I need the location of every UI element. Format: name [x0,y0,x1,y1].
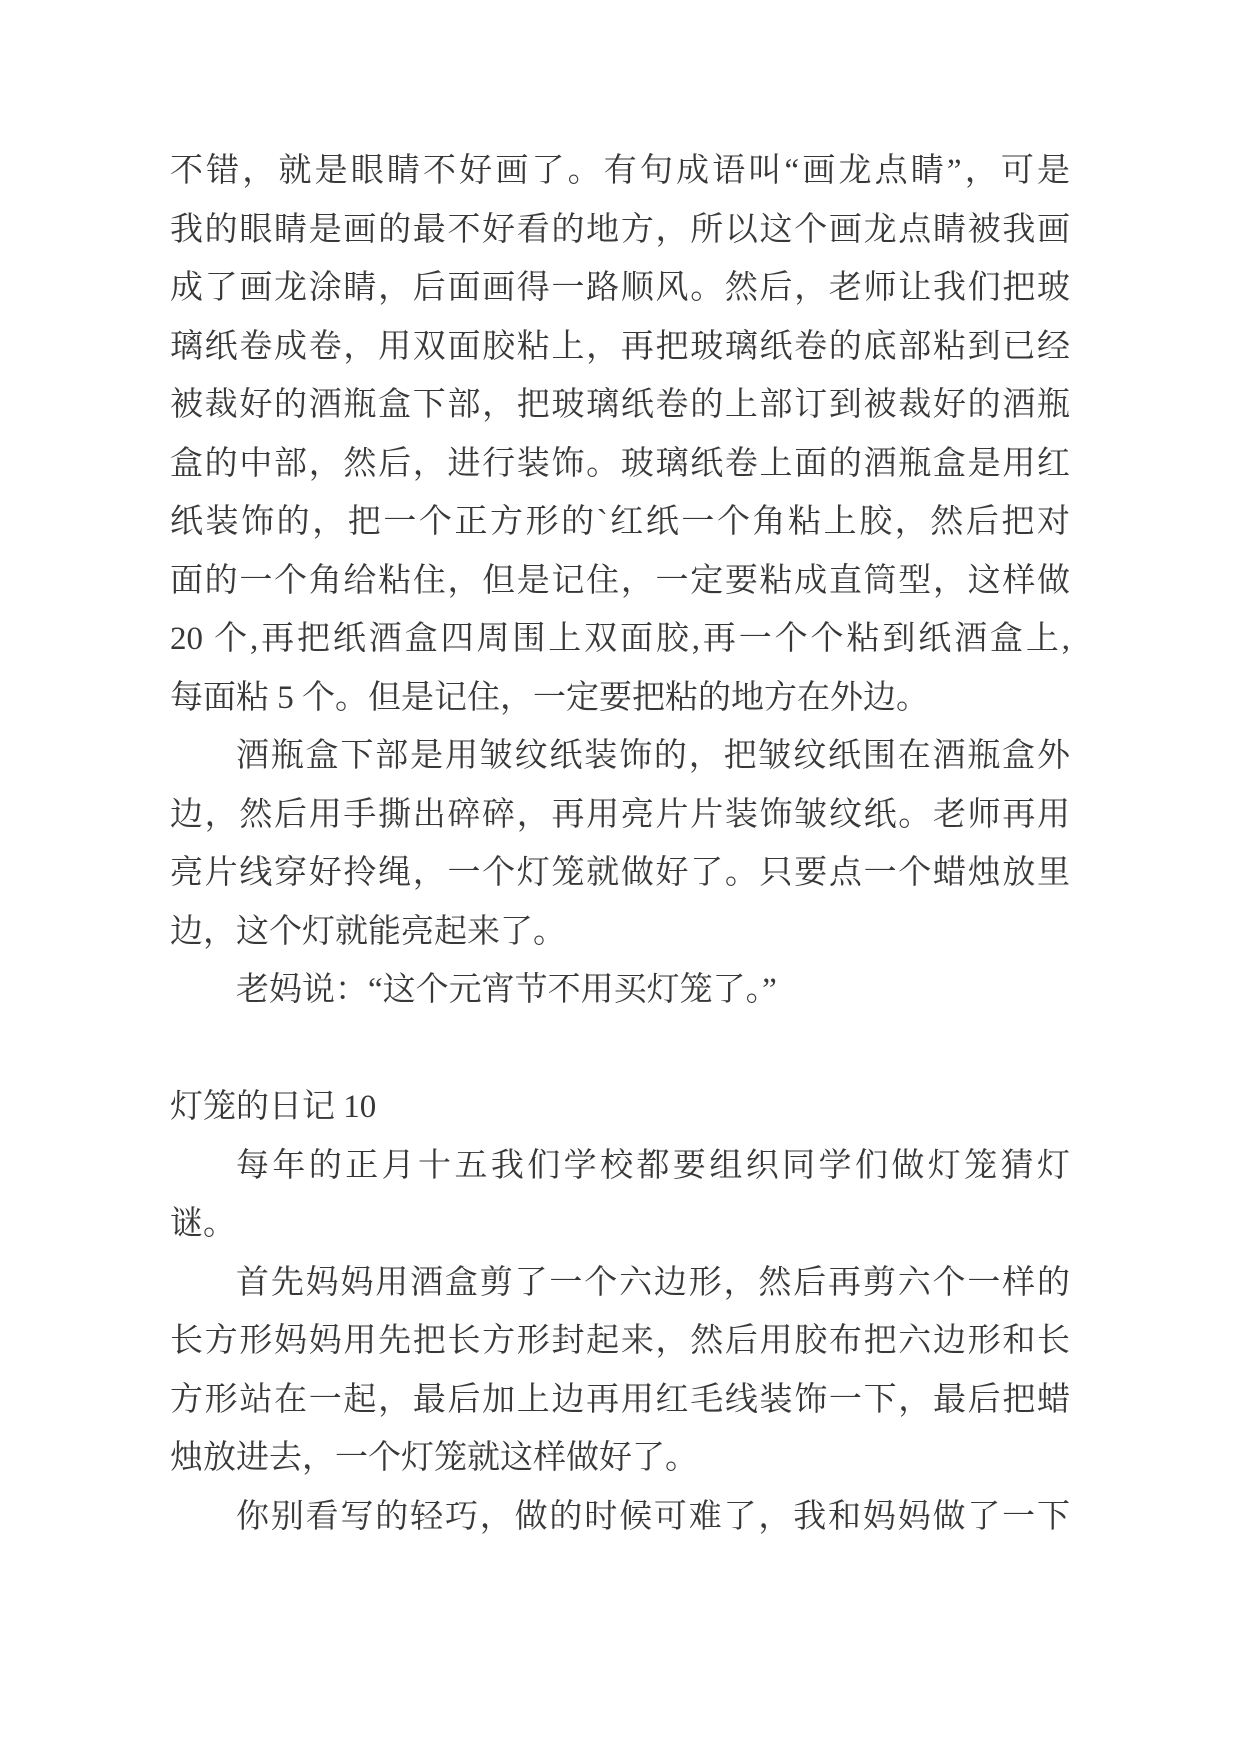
text-line: 我的眼睛是画的最不好看的地方，所以这个画龙点睛被我画 [170,211,1070,248]
text-line: 酒瓶盒下部是用皱纹纸装饰的，把皱纹纸围在酒瓶盒外 [236,738,1070,774]
text-line: 纸装饰的，把一个正方形的`红纸一个角粘上胶，然后把对 [170,504,1070,540]
text-line: 20 个,再把纸酒盒四周围上双面胶,再一个个粘到纸酒盒上, [170,621,1070,657]
text-line: 不错，就是眼睛不好画了。有句成语叫“画龙点睛”，可是 [170,153,1070,189]
text-line: 边，这个灯就能亮起来了。 [170,913,566,950]
text-line: 盒的中部，然后，进行装饰。玻璃纸卷上面的酒瓶盒是用红 [170,445,1070,482]
text-line: 面的一个角给粘住，但是记住，一定要粘成直筒型，这样做 [170,562,1070,599]
text-line: 首先妈妈用酒盒剪了一个六边形，然后再剪六个一样的 [236,1264,1070,1301]
text-line: 边，然后用手撕出碎碎，再用亮片片装饰皱纹纸。老师再用 [170,796,1070,833]
text-line: 璃纸卷成卷，用双面胶粘上，再把玻璃纸卷的底部粘到已经 [170,328,1070,365]
text-line: 被裁好的酒瓶盒下部，把玻璃纸卷的上部订到被裁好的酒瓶 [170,387,1070,423]
text-line: 老妈说：“这个元宵节不用买灯笼了。” [236,972,777,1008]
text-line: 每面粘 5 个。但是记住，一定要把粘的地方在外边。 [170,679,929,716]
heading-text: 灯笼的日记 10 [170,1089,377,1125]
text-line: 谜。 [170,1206,236,1242]
blank-line [170,1020,1070,1079]
text-content [170,142,1070,1546]
text-line: 烛放进去，一个灯笼就这样做好了。 [170,1440,698,1476]
text-line: 你别看写的轻巧，做的时候可难了，我和妈妈做了一下 [236,1498,1070,1535]
text-line: 亮片线穿好拎绳，一个灯笼就做好了。只要点一个蜡烛放里 [170,855,1070,891]
text-line: 每年的正月十五我们学校都要组织同学们做灯笼猜灯 [236,1147,1070,1184]
text-line: 方形站在一起，最后加上边再用红毛线装饰一下，最后把蜡 [170,1381,1070,1418]
text-line: 成了画龙涂睛，后面画得一路顺风。然后，老师让我们把玻 [170,270,1070,306]
text-line: 长方形妈妈用先把长方形封起来，然后用胶布把六边形和长 [170,1323,1070,1359]
